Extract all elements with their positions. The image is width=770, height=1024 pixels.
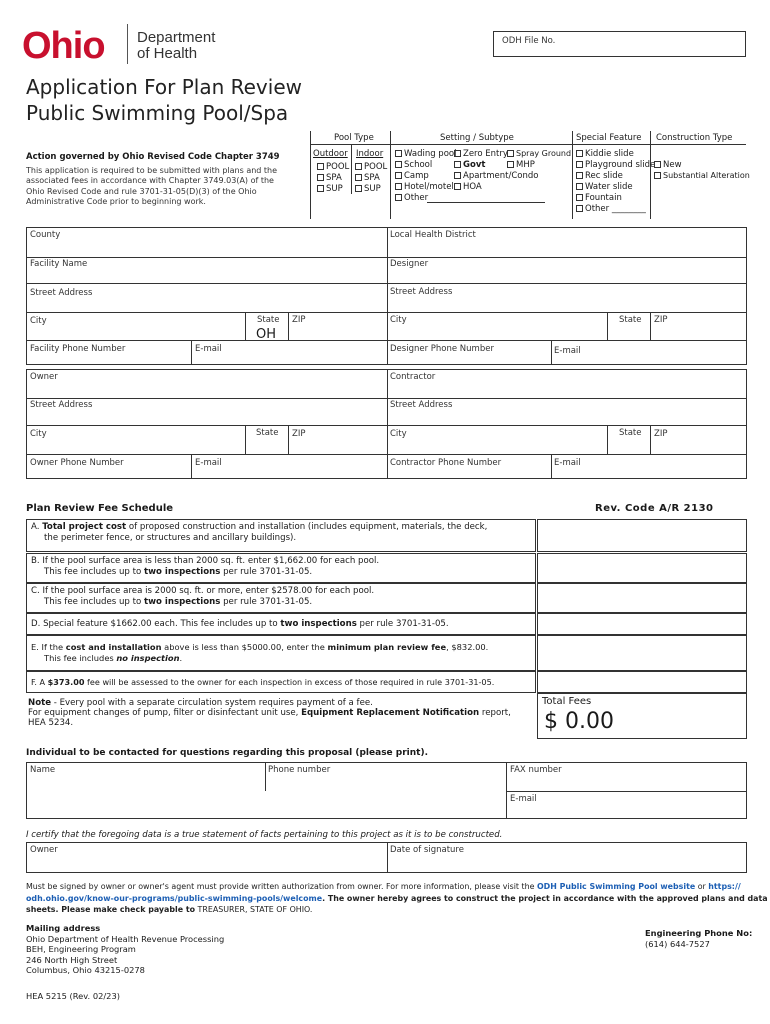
logo-text: Ohio bbox=[22, 25, 105, 67]
indoor-spa-checkbox[interactable]: SPA bbox=[355, 173, 380, 183]
odh-file-label: ODH File No. bbox=[502, 36, 556, 46]
facility-phone-field[interactable]: Facility Phone Number bbox=[30, 344, 126, 354]
rev-code: Rev. Code A/R 2130 bbox=[595, 503, 714, 514]
mailing-line: Ohio Department of Health Revenue Processing bbox=[26, 933, 225, 944]
zero-entry-checkbox[interactable]: Zero Entry bbox=[454, 149, 508, 159]
fee-note-line3: HEA 5234. bbox=[28, 718, 74, 728]
odh-url-link-part2[interactable]: odh.ohio.gov/know-our-programs/public-swimming-pools/welcome bbox=[26, 893, 323, 903]
eng-phone-number: (614) 644-7527 bbox=[645, 939, 710, 949]
page-title bbox=[26, 74, 302, 126]
outdoor-sup-checkbox[interactable]: SUP bbox=[317, 184, 343, 194]
ohio-logo bbox=[22, 26, 105, 66]
facility-city-field[interactable]: City bbox=[30, 316, 47, 326]
designer-state-field[interactable]: State bbox=[619, 315, 642, 325]
facility-zip-field[interactable]: ZIP bbox=[292, 315, 306, 325]
owner-phone-field[interactable]: Owner Phone Number bbox=[30, 458, 124, 468]
designer-zip-field[interactable]: ZIP bbox=[654, 315, 668, 325]
water-slide-checkbox[interactable]: Water slide bbox=[576, 182, 633, 192]
facility-state-value[interactable]: OH bbox=[256, 327, 277, 342]
facility-grid bbox=[26, 227, 747, 365]
fee-row-e: E. If the cost and installation above is less than $5000.00, enter the minimum plan review fee, $832.00. This fee includes no inspection. bbox=[26, 635, 536, 671]
hoa-checkbox[interactable]: HOA bbox=[454, 182, 482, 192]
spray-ground-checkbox[interactable]: Spray Ground bbox=[507, 149, 571, 159]
odh-pool-website-link[interactable]: ODH Public Swimming Pool website bbox=[536, 882, 696, 891]
certify-grid bbox=[26, 842, 747, 873]
owner-zip-field[interactable]: ZIP bbox=[292, 429, 306, 439]
owner-state-field[interactable]: State bbox=[256, 428, 279, 438]
odh-url-link-part1[interactable]: https:// bbox=[708, 882, 741, 891]
local-health-district-field[interactable]: Local Health District bbox=[390, 230, 476, 240]
certify-statement: I certify that the foregoing data is a true statement of facts pertaining to this project as it is to be constructed. bbox=[26, 830, 503, 840]
kiddie-slide-checkbox[interactable]: Kiddie slide bbox=[576, 149, 634, 159]
mhp-checkbox[interactable]: MHP bbox=[507, 160, 535, 170]
title-line2: Public Swimming Pool/Spa bbox=[26, 101, 289, 125]
facility-name-field[interactable]: Facility Name bbox=[30, 259, 88, 269]
setting-header: Setting / Subtype bbox=[440, 133, 514, 143]
contractor-email-field[interactable]: E-mail bbox=[554, 458, 581, 468]
mailing-line: Columbus, Ohio 43215-0278 bbox=[26, 965, 145, 975]
fee-row-a-line2: the perimeter fence, or structures and ancillary buildings). bbox=[44, 533, 297, 543]
substantial-alteration-checkbox[interactable]: Substantial Alteration bbox=[654, 171, 750, 181]
intro-line: Ohio Revised Code and rule 3701-31-05(D)(3) of the Ohio bbox=[26, 186, 257, 196]
footer-notice: Must be signed by owner or owner's agent must provide written authorization from owner. For more information, please visit the ODH Public Swimming Pool website or https:// odh.ohio.gov/know-our-programs/public-swimming-pools/welcome. The owner hereby agrees to construct the project in accordance with the approved plans and data sheets. Please make check payable to TREASURER, STATE OF OHIO. bbox=[26, 882, 768, 914]
intro-line: associated fees in accordance with Chapter 3749.03(A) of the bbox=[26, 176, 274, 186]
fee-row-f: F. A $373.00 fee will be assessed to the owner for each inspection in excess of those required in rule 3701-31-05. bbox=[26, 671, 536, 693]
total-fees-box bbox=[537, 693, 747, 739]
fee-row-b: B. If the pool surface area is less than 2000 sq. ft. enter $1,662.00 for each pool. This fee includes up to two inspections per rule 3701-31-05. bbox=[26, 553, 536, 583]
other-setting-checkbox[interactable]: Other bbox=[395, 193, 428, 203]
wading-pool-checkbox[interactable]: Wading pool bbox=[395, 149, 456, 159]
apartment-checkbox[interactable]: Apartment/Condo bbox=[454, 171, 538, 181]
fee-f-input[interactable] bbox=[537, 671, 747, 693]
contact-phone-field[interactable]: Phone number bbox=[268, 765, 331, 775]
other-feature-checkbox[interactable]: Other ________ bbox=[576, 204, 646, 214]
owner-signature-field[interactable]: Owner bbox=[30, 845, 58, 855]
engineering-phone bbox=[645, 928, 752, 950]
outdoor-pool-checkbox[interactable]: POOL bbox=[317, 162, 349, 172]
camp-checkbox[interactable]: Camp bbox=[395, 171, 429, 181]
owner-field[interactable]: Owner bbox=[30, 372, 58, 382]
contact-grid bbox=[26, 762, 747, 819]
fee-row-a: A. Total project cost of proposed construction and installation (includes equipment, materials, the deck, the perimeter fence, or structures and ancillary buildings). bbox=[26, 519, 536, 552]
contact-name-field[interactable]: Name bbox=[30, 765, 56, 775]
department-name bbox=[137, 30, 215, 62]
other-setting-line[interactable] bbox=[427, 202, 545, 203]
rec-slide-checkbox[interactable]: Rec slide bbox=[576, 171, 623, 181]
fee-a-input[interactable] bbox=[537, 519, 747, 552]
hotel-checkbox[interactable]: Hotel/motel bbox=[395, 182, 454, 192]
odh-file-field[interactable] bbox=[493, 31, 746, 57]
mailing-heading: Mailing address bbox=[26, 923, 101, 933]
title-line1: Application For Plan Review bbox=[26, 75, 302, 99]
fountain-checkbox[interactable]: Fountain bbox=[576, 193, 622, 203]
designer-city-field[interactable]: City bbox=[390, 315, 407, 325]
total-fees-label: Total Fees bbox=[542, 696, 592, 707]
contractor-city-field[interactable]: City bbox=[390, 429, 407, 439]
pool-type-header: Pool Type bbox=[334, 133, 374, 143]
contact-fax-field[interactable]: FAX number bbox=[510, 765, 562, 775]
facility-street-field[interactable]: Street Address bbox=[30, 288, 93, 298]
selection-table bbox=[310, 131, 750, 219]
fee-c-input[interactable] bbox=[537, 583, 747, 613]
date-of-signature-field[interactable]: Date of signature bbox=[390, 845, 464, 855]
contact-email-field[interactable]: E-mail bbox=[510, 794, 537, 804]
contractor-phone-field[interactable]: Contractor Phone Number bbox=[390, 458, 502, 468]
govt-checkbox[interactable]: Govt bbox=[454, 160, 485, 170]
contact-heading: Individual to be contacted for questions regarding this proposal (please print). bbox=[26, 748, 428, 758]
outdoor-label: Outdoor bbox=[313, 149, 348, 159]
fee-row-b-line1: B. If the pool surface area is less than 2000 sq. ft. enter $1,662.00 for each pool. bbox=[31, 556, 380, 566]
indoor-sup-checkbox[interactable]: SUP bbox=[355, 184, 381, 194]
fee-schedule-heading: Plan Review Fee Schedule bbox=[26, 503, 174, 514]
county-field[interactable]: County bbox=[30, 230, 61, 240]
designer-email-field[interactable]: E-mail bbox=[554, 346, 581, 356]
owner-street-field[interactable]: Street Address bbox=[30, 400, 93, 410]
school-checkbox[interactable]: School bbox=[395, 160, 432, 170]
contractor-zip-field[interactable]: ZIP bbox=[654, 429, 668, 439]
designer-phone-field[interactable]: Designer Phone Number bbox=[390, 344, 494, 354]
contractor-street-field[interactable]: Street Address bbox=[390, 400, 453, 410]
playground-slide-checkbox[interactable]: Playground slide bbox=[576, 160, 655, 170]
designer-field[interactable]: Designer bbox=[390, 259, 429, 269]
intro-line: Administrative Code prior to beginning work. bbox=[26, 196, 206, 206]
mailing-line: BEH, Engineering Program bbox=[26, 944, 136, 954]
fee-row-c: C. If the pool surface area is 2000 sq. ft. or more, enter $2578.00 for each pool. This fee includes up to two inspections per rule 3701-31-05. bbox=[26, 583, 536, 613]
owner-email-field[interactable]: E-mail bbox=[195, 458, 222, 468]
intro-heading: Action governed by Ohio Revised Code Chapter 3749 bbox=[26, 152, 280, 162]
intro-body bbox=[26, 166, 277, 207]
construction-type-header: Construction Type bbox=[656, 133, 733, 143]
dept-line1: Department bbox=[137, 29, 216, 46]
outdoor-spa-checkbox[interactable]: SPA bbox=[317, 173, 342, 183]
new-checkbox[interactable]: New bbox=[654, 160, 682, 170]
total-fees-value[interactable]: $ 0.00 bbox=[544, 709, 614, 734]
designer-street-field[interactable]: Street Address bbox=[390, 287, 453, 297]
owner-city-field[interactable]: City bbox=[30, 429, 47, 439]
indoor-pool-checkbox[interactable]: POOL bbox=[355, 162, 387, 172]
fee-d-input[interactable] bbox=[537, 613, 747, 635]
contractor-field[interactable]: Contractor bbox=[390, 372, 436, 382]
fee-e-input[interactable] bbox=[537, 635, 747, 671]
fee-row-d: D. Special feature $1662.00 each. This fee includes up to two inspections per rule 3701-31-05. bbox=[26, 613, 536, 635]
eng-phone-label: Engineering Phone No: bbox=[645, 928, 753, 938]
facility-state-label: State bbox=[257, 315, 280, 325]
logo-divider bbox=[127, 24, 128, 64]
owner-grid bbox=[26, 369, 747, 479]
fee-note: Note - Every pool with a separate circulation system requires payment of a fee. For equipment changes of pump, filter or disinfectant unit use, Equipment Replacement Notification report, HEA 5234. bbox=[28, 698, 511, 728]
mailing-line: 246 North High Street bbox=[26, 954, 118, 965]
facility-email-field[interactable]: E-mail bbox=[195, 344, 222, 354]
fee-row-c-line1: C. If the pool surface area is 2000 sq. ft. or more, enter $2578.00 for each pool. bbox=[31, 586, 375, 596]
special-feature-header: Special Feature bbox=[576, 133, 642, 143]
dept-line2: of Health bbox=[137, 45, 198, 62]
contractor-state-field[interactable]: State bbox=[619, 428, 642, 438]
fee-b-input[interactable] bbox=[537, 553, 747, 583]
intro-line: This application is required to be submitted with plans and the bbox=[26, 166, 278, 175]
form-id: HEA 5215 (Rev. 02/23) bbox=[26, 991, 120, 1001]
mailing-address bbox=[26, 923, 224, 976]
indoor-label: Indoor bbox=[356, 149, 384, 159]
